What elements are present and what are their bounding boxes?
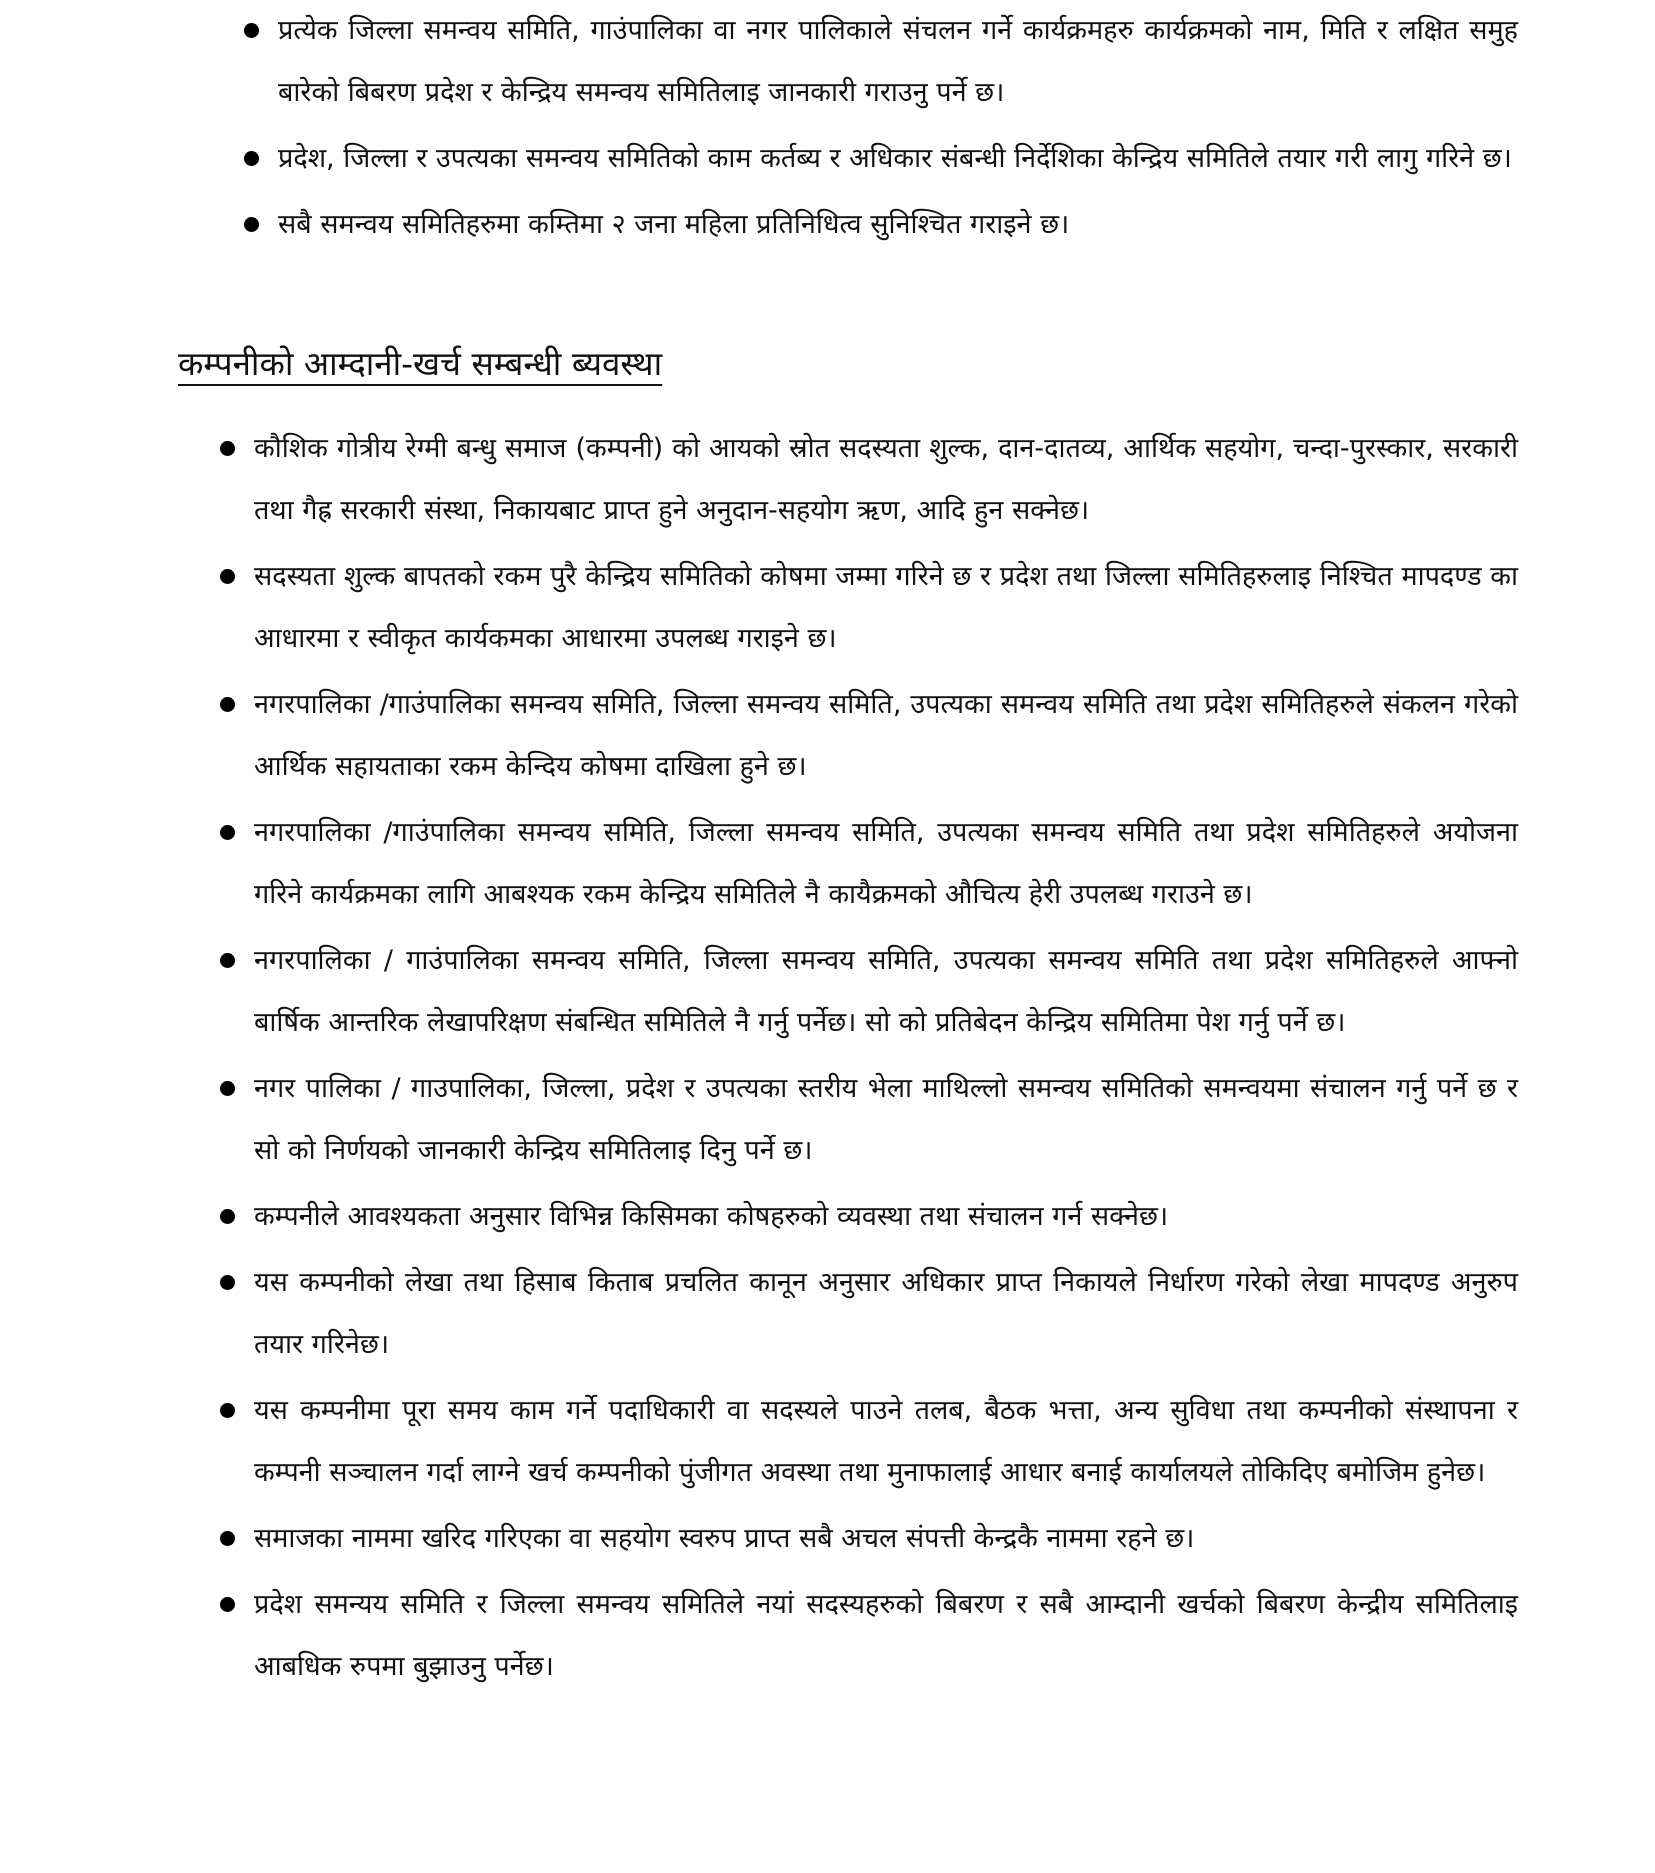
list-item: [218, 1508, 1518, 1570]
bullet-icon: [220, 1081, 235, 1096]
bullet-icon: [220, 1403, 235, 1418]
bullet-icon: [220, 953, 235, 968]
list-item: [218, 546, 1518, 670]
coordination-committee-bullet-list: [242, 0, 1518, 260]
list-item: [242, 0, 1518, 124]
list-item: [218, 930, 1518, 1054]
list-item-text: प्रदेश, जिल्ला र उपत्यका समन्वय समितिको काम कर्तब्य र अधिकार संबन्धी निर्देशिका केन्द्रिय समितिले तयार गरी लागु गरिने छ।: [278, 143, 1512, 174]
list-item-text: नगरपालिका / गाउंपालिका समन्वय समिति, जिल्ला समन्वय समिति, उपत्यका समन्वय समिति तथा प्रदेश समितिहरुले आफ्नो बार्षिक आन्तरिक लेखापरिक्षण संबन्धित समितिले नै गर्नु पर्नेछ। सो को प्रतिबेदन केन्द्रिय समितिमा पेश गर्नु पर्ने छ।: [254, 945, 1518, 1038]
list-item: [242, 128, 1518, 190]
list-item-text: नगरपालिका /गाउंपालिका समन्वय समिति, जिल्ला समन्वय समिति, उपत्यका समन्वय समिति तथा प्रदेश समितिहरुले संकलन गरेको आर्थिक सहायताका रकम केन्दिय कोषमा दाखिला हुने छ।: [254, 689, 1518, 782]
list-item: [218, 1058, 1518, 1182]
list-item: [218, 1574, 1518, 1698]
list-item: [242, 194, 1518, 256]
list-item-text: कम्पनीले आवश्यकता अनुसार विभिन्न किसिमका कोषहरुको व्यवस्था तथा संचालन गर्न सक्नेछ।: [254, 1201, 1169, 1232]
bullet-icon: [220, 1597, 235, 1612]
bullet-icon: [220, 441, 235, 456]
income-expense-bullet-list: [218, 418, 1518, 1702]
bullet-icon: [220, 569, 235, 584]
list-item: [218, 418, 1518, 542]
section-heading: कम्पनीको आम्दानी-खर्च सम्बन्धी ब्यवस्था: [178, 344, 663, 383]
list-item-text: प्रदेश समन्यय समिति र जिल्ला समन्वय समितिले नयां सदस्यहरुको बिबरण र सबै आम्दानी खर्चको बिबरण केन्द्रीय समितिलाइ आबधिक रुपमा बुझाउनु पर्नेछ।: [254, 1589, 1518, 1682]
list-item-text: नगरपालिका /गाउंपालिका समन्वय समिति, जिल्ला समन्वय समिति, उपत्यका समन्वय समिति तथा प्रदेश समितिहरुले अयोजना गरिने कार्यक्रमका लागि आबश्यक रकम केन्द्रिय समितिले नै कायैक्रमको औचित्य हेरी उपलब्ध गराउने छ।: [254, 817, 1518, 910]
bullet-icon: [244, 217, 259, 232]
list-item-text: यस कम्पनीको लेखा तथा हिसाब किताब प्रचलित कानून अनुसार अधिकार प्राप्त निकायले निर्धारण गरेको लेखा मापदण्ड अनुरुप तयार गरिनेछ।: [254, 1267, 1518, 1360]
bullet-icon: [220, 1531, 235, 1546]
bullet-icon: [244, 151, 259, 166]
bullet-icon: [220, 1275, 235, 1290]
list-item-text: समाजका नाममा खरिद गरिएका वा सहयोग स्वरुप प्राप्त सबै अचल संपत्ती केन्द्रकै नाममा रहने छ।: [254, 1523, 1195, 1554]
list-item-text: सबै समन्वय समितिहरुमा कम्तिमा २ जना महिला प्रतिनिधित्व सुनिश्चित गराइने छ।: [278, 209, 1070, 240]
list-item-text: नगर पालिका / गाउपालिका, जिल्ला, प्रदेश र उपत्यका स्तरीय भेला माथिल्लो समन्वय समितिको समन्वयमा संचालन गर्नु पर्ने छ र सो को निर्णयको जानकारी केन्द्रिय समितिलाइ दिनु पर्ने छ।: [254, 1073, 1518, 1166]
bullet-icon: [220, 697, 235, 712]
list-item: [218, 1186, 1518, 1248]
list-item-text: यस कम्पनीमा पूरा समय काम गर्ने पदाधिकारी वा सदस्यले पाउने तलब, बैठक भत्ता, अन्य सुविधा तथा कम्पनीको संस्थापना र कम्पनी सञ्चालन गर्दा लाग्ने खर्च कम्पनीको पुंजीगत अवस्था तथा मुनाफालाई आधार बनाई कार्यालयले तोकिदिए बमोजिम हुनेछ।: [254, 1395, 1518, 1488]
list-item-text: सदस्यता शुल्क बापतको रकम पुरै केन्द्रिय समितिको कोषमा जम्मा गरिने छ र प्रदेश तथा जिल्ला समितिहरुलाइ निश्चित मापदण्ड का आधारमा र स्वीकृत कार्यकमका आधारमा उपलब्ध गराइने छ।: [254, 561, 1518, 654]
list-item: [218, 1380, 1518, 1504]
list-item: [218, 802, 1518, 926]
list-item: [218, 1252, 1518, 1376]
list-item-text: प्रत्येक जिल्ला समन्वय समिति, गाउंपालिका वा नगर पालिकाले संचलन गर्ने कार्यक्रमहरु कार्यक्रमको नाम, मिति र लक्षित समुह बारेको बिबरण प्रदेश र केन्द्रिय समन्वय समितिलाइ जानकारी गराउनु पर्ने छ।: [278, 15, 1518, 108]
bullet-icon: [220, 1209, 235, 1224]
list-item-text: कौशिक गोत्रीय रेग्मी बन्धु समाज (कम्पनी) को आयको स्रोत सदस्यता शुल्क, दान-दातव्य, आर्थिक सहयोग, चन्दा-पुरस्कार, सरकारी तथा गैह्र सरकारी संस्था, निकायबाट प्राप्त हुने अनुदान-सहयोग ऋण, आदि हुन सक्नेछ।: [254, 433, 1518, 526]
bullet-icon: [244, 23, 259, 38]
bullet-icon: [220, 825, 235, 840]
list-item: [218, 674, 1518, 798]
